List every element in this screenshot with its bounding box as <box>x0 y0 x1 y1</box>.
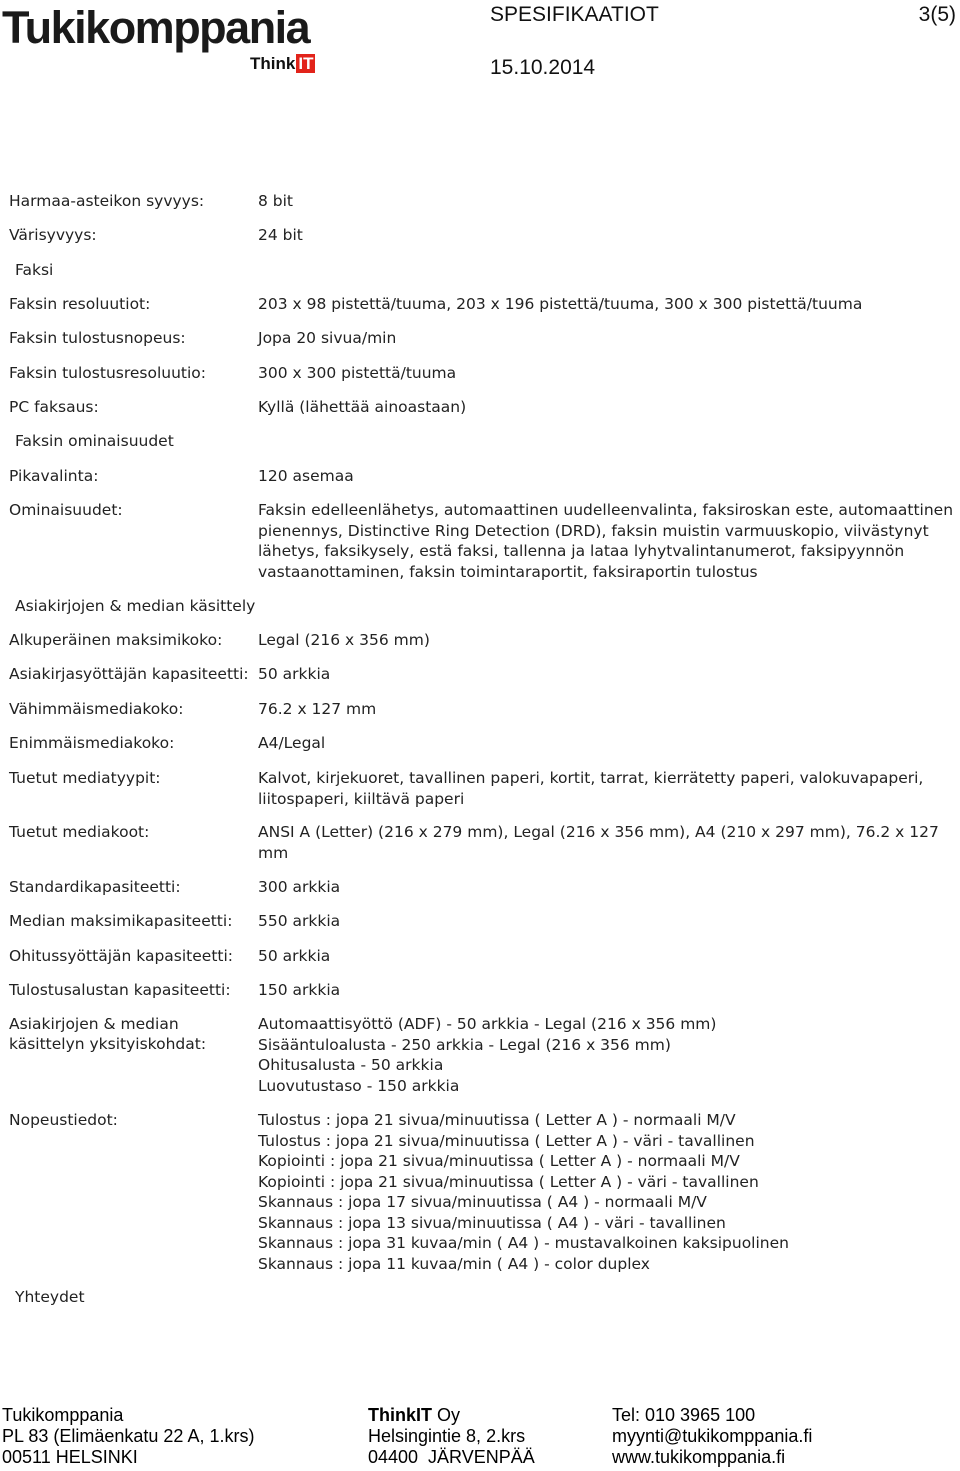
fax-print-resolution-label: Faksin tulostusresoluutio: <box>9 364 207 382</box>
footer-partner <box>368 1405 535 1468</box>
features-line: vastaanottaminen, faksin toimintaraportit, faksiraportin tulostus <box>258 562 758 581</box>
original-max-label: Alkuperäinen maksimikoko: <box>9 631 223 649</box>
document-date: 15.10.2014 <box>490 56 596 79</box>
footer-company <box>2 1405 254 1468</box>
footer-email[interactable]: myynti@tukikomppania.fi <box>612 1426 813 1446</box>
speed-dial-label: Pikavalinta: <box>9 467 99 485</box>
bypass-capacity-label: Ohitussyöttäjän kapasiteetti: <box>9 947 234 965</box>
output-capacity-label: Tulostusalustan kapasiteetti: <box>9 981 231 999</box>
speed-line: Skannaus : jopa 31 kuvaa/min ( A4 ) - mustavalkoinen kaksipuolinen <box>258 1234 789 1252</box>
min-media-label: Vähimmäismediakoko: <box>9 700 184 718</box>
fax-resolution-value: 203 x 98 pistettä/tuuma, 203 x 196 pistettä/tuuma, 300 x 300 pistettä/tuuma <box>258 295 863 313</box>
media-types-label: Tuetut mediatyypit: <box>9 769 161 787</box>
grayscale-label: Harmaa-asteikon syvyys: <box>9 192 205 210</box>
media-details-value <box>258 1014 948 1096</box>
media-sizes-line: ANSI A (Letter) (216 x 279 mm), Legal (216 x 356 mm), A4 (210 x 297 mm), 76.2 x 127 <box>258 823 939 841</box>
media-sizes-value <box>258 822 948 863</box>
media-sizes-label: Tuetut mediakoot: <box>9 823 150 841</box>
speed-line: Tulostus : jopa 21 sivua/minuutissa ( Letter A ) - normaali M/V <box>258 1111 736 1129</box>
standard-capacity-value: 300 arkkia <box>258 878 341 896</box>
features-line: Faksin edelleenlähetys, automaattinen uudelleenvalinta, faksiroskan este, automaattinen <box>258 501 954 519</box>
sub-logo-prefix: Think <box>250 54 296 73</box>
media-details-label <box>9 1014 206 1054</box>
output-capacity-value: 150 arkkia <box>258 981 341 999</box>
media-sizes-line: mm <box>258 843 289 862</box>
min-media-value: 76.2 x 127 mm <box>258 700 377 718</box>
footer-company-line: Tukikomppania <box>2 1405 124 1425</box>
footer-partner-name <box>368 1405 535 1426</box>
section-media-handling: Asiakirjojen & median käsittely <box>15 597 256 615</box>
fax-speed-label: Faksin tulostusnopeus: <box>9 329 186 347</box>
section-fax: Faksi <box>15 261 54 279</box>
footer-partner-brand: ThinkIT <box>368 1405 432 1425</box>
max-capacity-label: Median maksimikapasiteetti: <box>9 912 233 930</box>
speed-label: Nopeustiedot: <box>9 1111 118 1129</box>
pc-fax-label: PC faksaus: <box>9 398 99 416</box>
speed-value <box>258 1110 948 1274</box>
company-logo: Tukikomppania <box>2 2 310 53</box>
media-details-line: Sisääntuloalusta - 250 arkkia - Legal (216 x 356 mm) <box>258 1035 671 1054</box>
max-capacity-value: 550 arkkia <box>258 912 341 930</box>
media-details-line: Automaattisyöttö (ADF) - 50 arkkia - Legal (216 x 356 mm) <box>258 1015 717 1033</box>
footer-partner-suffix: Oy <box>432 1405 461 1425</box>
sub-logo <box>250 54 315 74</box>
speed-line: Skannaus : jopa 13 sivua/minuutissa ( A4 ) - väri - tavallinen <box>258 1213 726 1232</box>
speed-line: Tulostus : jopa 21 sivua/minuutissa ( Letter A ) - väri - tavallinen <box>258 1131 755 1150</box>
original-max-value: Legal (216 x 356 mm) <box>258 631 430 649</box>
features-line: lähetys, faksikysely, estä faksi, tallenna ja lataa lyhytvalintanumerot, faksipyynnön <box>258 542 905 560</box>
media-details-label-line: käsittelyn yksityiskohdat: <box>9 1035 207 1053</box>
fax-print-resolution-value: 300 x 300 pistettä/tuuma <box>258 364 457 382</box>
footer-partner-line: 04400 JÄRVENPÄÄ <box>368 1447 535 1467</box>
features-line: pienennys, Distinctive Ring Detection (DRD), faksin muistin varmuuskopio, viivästynyt <box>258 521 929 540</box>
features-value <box>258 500 954 582</box>
sub-logo-suffix: IT <box>298 54 314 73</box>
media-details-label-line: Asiakirjojen & median <box>9 1015 179 1033</box>
speed-dial-value: 120 asemaa <box>258 467 354 485</box>
document-title: SPESIFIKAATIOT <box>490 3 659 26</box>
speed-line: Kopiointi : jopa 21 sivua/minuutissa ( Letter A ) - normaali M/V <box>258 1152 740 1170</box>
color-depth-value: 24 bit <box>258 226 303 244</box>
speed-line: Kopiointi : jopa 21 sivua/minuutissa ( Letter A ) - väri - tavallinen <box>258 1172 759 1191</box>
footer-partner-line: Helsingintie 8, 2.krs <box>368 1426 526 1446</box>
adf-capacity-label: Asiakirjasyöttäjän kapasiteetti: <box>9 665 249 683</box>
media-details-line: Ohitusalusta - 50 arkkia <box>258 1056 444 1074</box>
speed-line: Skannaus : jopa 11 kuvaa/min ( A4 ) - color duplex <box>258 1254 650 1273</box>
footer-company-line: 00511 HELSINKI <box>2 1447 138 1467</box>
features-label: Ominaisuudet: <box>9 501 123 519</box>
section-connections: Yhteydet <box>15 1288 85 1306</box>
page-number: 3(5) <box>918 3 956 26</box>
grayscale-value: 8 bit <box>258 192 294 210</box>
section-fax-features: Faksin ominaisuudet <box>15 432 174 450</box>
fax-resolution-label: Faksin resoluutiot: <box>9 295 151 313</box>
media-details-line: Luovutustaso - 150 arkkia <box>258 1076 460 1095</box>
media-types-line: liitospaperi, kiiltävä paperi <box>258 789 465 808</box>
max-media-label: Enimmäismediakoko: <box>9 734 175 752</box>
footer-website[interactable]: www.tukikomppania.fi <box>612 1447 786 1467</box>
pc-fax-value: Kyllä (lähettää ainoastaan) <box>258 398 467 416</box>
color-depth-label: Värisyvyys: <box>9 226 97 244</box>
bypass-capacity-value: 50 arkkia <box>258 947 331 965</box>
fax-speed-value: Jopa 20 sivua/min <box>258 329 397 347</box>
adf-capacity-value: 50 arkkia <box>258 665 331 683</box>
footer-phone: Tel: 010 3965 100 <box>612 1405 756 1425</box>
media-types-value <box>258 768 948 809</box>
footer-company-line: PL 83 (Elimäenkatu 22 A, 1.krs) <box>2 1426 255 1446</box>
max-media-value: A4/Legal <box>258 734 326 752</box>
media-types-line: Kalvot, kirjekuoret, tavallinen paperi, kortit, tarrat, kierrätetty paperi, valokuvapaperi, <box>258 769 924 787</box>
speed-line: Skannaus : jopa 17 sivua/minuutissa ( A4 ) - normaali M/V <box>258 1193 707 1211</box>
footer-contact <box>612 1405 812 1468</box>
standard-capacity-label: Standardikapasiteetti: <box>9 878 181 896</box>
